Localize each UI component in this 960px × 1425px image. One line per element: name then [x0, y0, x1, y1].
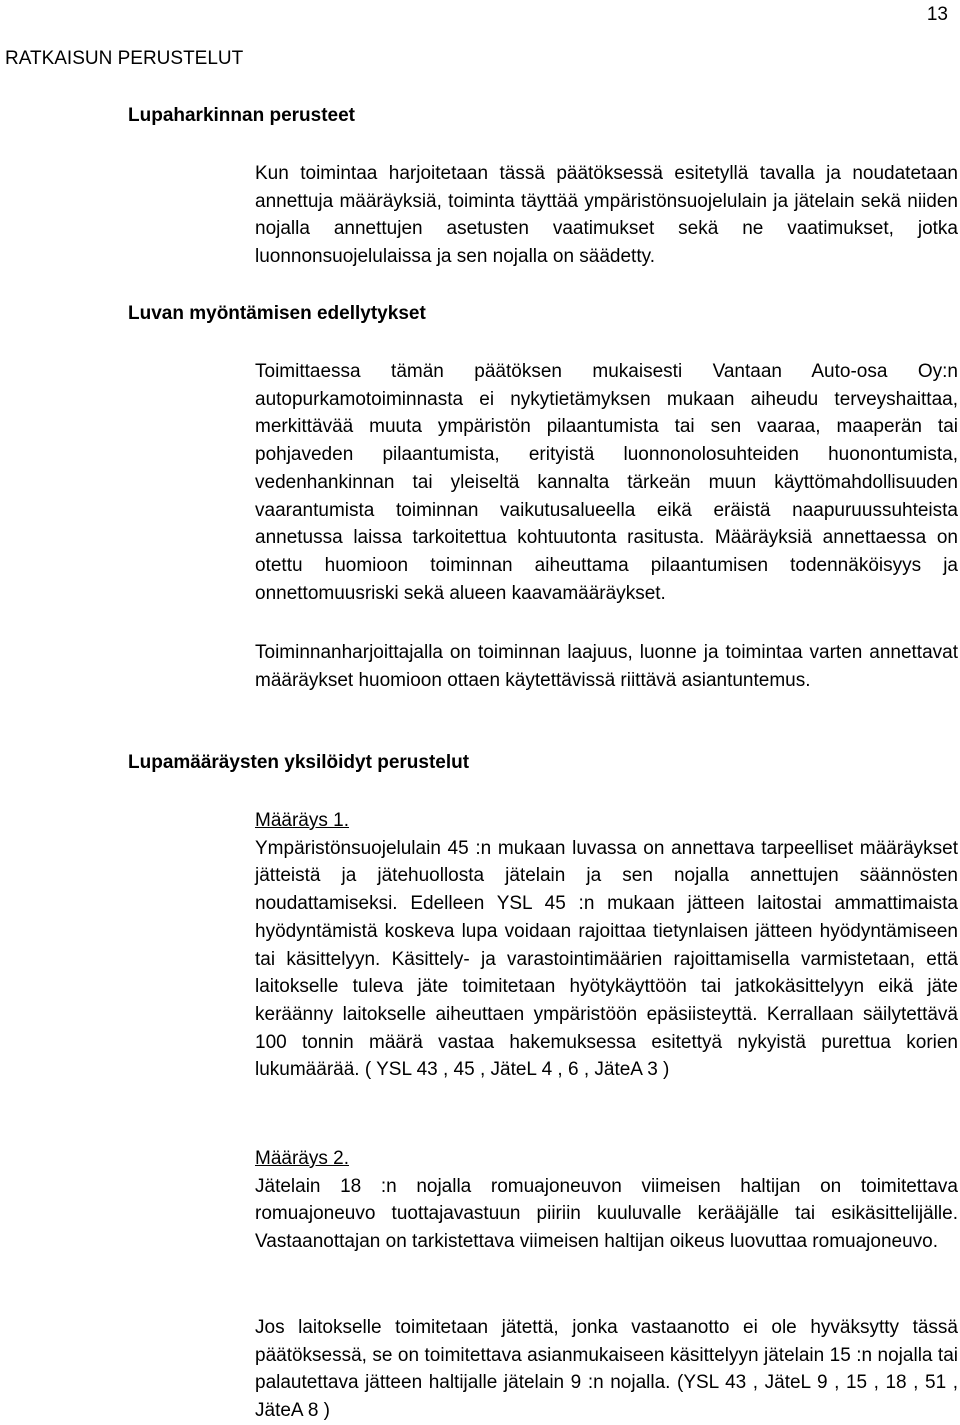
- document-heading: RATKAISUN PERUSTELUT: [5, 48, 244, 69]
- page-number: 13: [926, 4, 948, 25]
- section-title-edellytykset: Luvan myöntämisen edellytykset: [128, 303, 426, 324]
- section-title-lupaharkinta: Lupaharkinnan perusteet: [128, 105, 355, 126]
- maarays-1-label: Määräys 1.: [255, 810, 349, 831]
- maarays-1-text: Ympäristönsuojelulain 45 :n mukaan luvassa on annettava tarpeelliset määräykset jätteistä ja jätehuollosta jätelain ja sen nojalla annettujen säännösten noudattamiseksi. Edelleen YSL 45 :n mukaan jätteen laitostai ammattimaista hyödyntämistä koskeva lupa voidaan rajoittaa tietynlaisen jätteen hyödyntämiseen tai käsittelyyn. Käsittely- ja varastointimäärien rajoittamisella varmistetaan, että laitokselle tuleva jäte toimitetaan hyötykäyttöön tai jatkokäsittelyyn eikä jäte keräänny laitokselle aiheuttaen ympäristöön epäsiisteyttä. Kerrallaan säilytettävä 100 tonnin määrä vastaa hakemuksessa esitettyä nykyistä purettua korien lukumäärää. ( YSL 43 , 45 , JäteL 4 , 6 , JäteA 3 ): [255, 837, 958, 1081]
- maarays-2-block: [255, 1145, 958, 1256]
- maarays-2-label: Määräys 2.: [255, 1148, 349, 1169]
- edellytykset-paragraph-2: Toiminnanharjoittajalla on toiminnan laajuus, luonne ja toimintaa varten annettavat määräykset huomioon ottaen käytettävissä riittävä asiantuntemus.: [255, 642, 958, 691]
- maarays-2-text: Jätelain 18 :n nojalla romuajoneuvon viimeisen haltijan on toimitettava romuajoneuvo tuottajavastuun piiriin kuuluvalle kerääjälle tai esikäsittelijälle. Vastaanottajan on tarkistettava viimeisen haltijan oikeus luovuttaa romuajoneuvo.: [255, 1175, 958, 1253]
- lupaharkinta-text: Kun toimintaa harjoitetaan tässä päätöksessä esitetyllä tavalla ja noudatetaan annettuja määräyksiä, toiminta täyttää ympäristönsuojelulain ja jätelain sekä niiden nojalla annettujen asetusten vaatimukset sekä ne vaatimukset, jotka luonnonsuojelulaissa ja sen nojalla on säädetty.: [255, 163, 958, 268]
- edellytykset-paragraph-1: Toimittaessa tämän päätöksen mukaisesti Vantaan Auto-osa Oy:n autopurkamotoiminnasta ei nykytietämyksen mukaan aiheudu terveyshaittaa, merkittävää muuta ympäristön pilaantumista tai sen vaaraa, maaperän tai pohjaveden pilaantumista, erityistä luonnonolosuhteiden huonontumista, vedenhankinnan tai yleiseltä kannalta tärkeän muun käyttömahdollisuuden vaarantumista toiminnan vaikutusalueella eikä eräistä naapuruussuhteista annetussa laissa tarkoitettua kohtuutonta rasitusta. Määräyksiä annettaessa on otettu huomioon toiminnan aiheuttama pilaantumisen todennäköisyys ja onnettomuusriski sekä alueen kaavamääräykset.: [255, 361, 958, 604]
- section-title-yksiloidyt: Lupamääräysten yksilöidyt perustelut: [128, 752, 470, 773]
- final-paragraph: Jos laitokselle toimitetaan jätettä, jonka vastaanotto ei ole hyväksytty tässä päätöksessä, se on toimitettava asianmukaiseen käsittelyyn jätelain 15 :n nojalla tai palautettava jätteen haltijalle jätelain 9 :n nojalla. (YSL 43 , JäteL 9 , 15 , 18 , 51 , JäteA 8 ): [255, 1317, 958, 1422]
- maarays-1-block: [255, 807, 958, 1084]
